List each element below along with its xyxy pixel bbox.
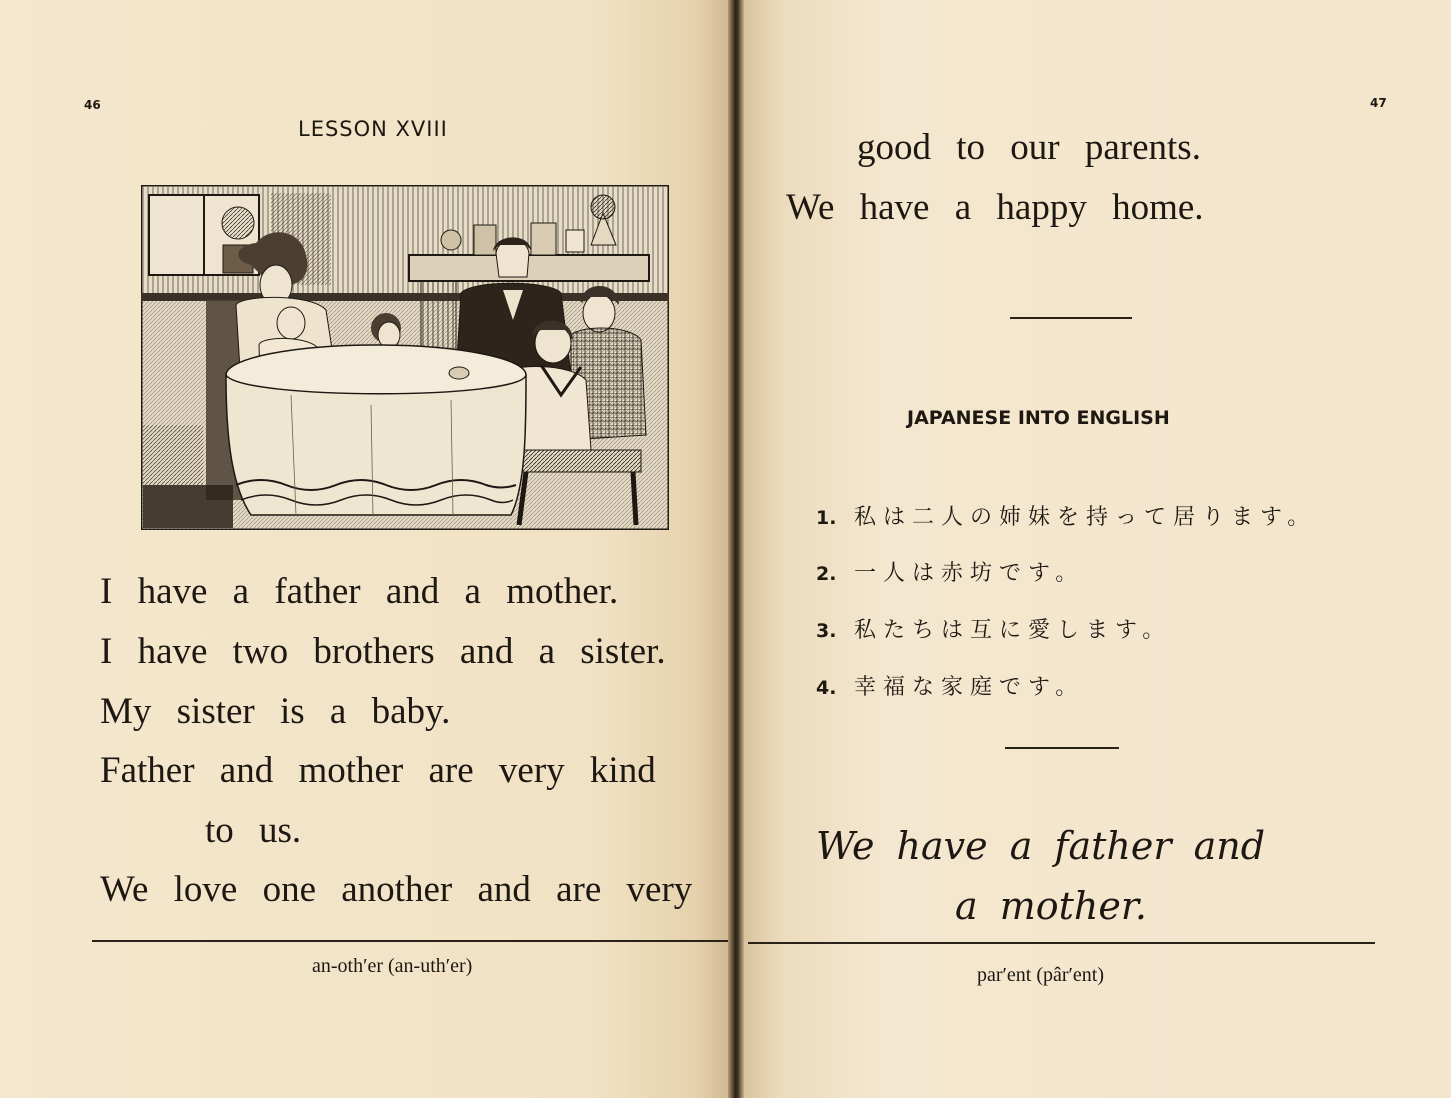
exercise-text: 一人は赤坊です。 — [854, 561, 1085, 586]
text-line-5: to us. — [205, 810, 302, 851]
page-number-left: 46 — [84, 98, 101, 112]
exercise-title: JAPANESE INTO ENGLISH — [907, 407, 1170, 429]
footnote-left: an-oth′er (an-uth′er) — [312, 955, 473, 977]
divider-2 — [1005, 747, 1119, 749]
text-line-6: We love one another and are very — [100, 869, 693, 910]
text-line-2: I have two brothers and a sister. — [100, 631, 666, 672]
footnote-right: par′ent (pâr′ent) — [977, 964, 1105, 986]
script-line-2: a mother. — [955, 884, 1147, 928]
text-line-3: My sister is a baby. — [100, 691, 451, 732]
text-line-8: We have a happy home. — [786, 187, 1204, 228]
exercise-number: 4. — [816, 677, 837, 699]
exercise-number: 2. — [816, 563, 837, 585]
exercise-number: 3. — [816, 620, 837, 642]
footnote-rule-left — [92, 940, 738, 942]
lesson-title: LESSON XVIII — [298, 117, 448, 141]
book-gutter — [728, 0, 744, 1098]
exercise-text: 私は二人の姉妹を持って居ります。 — [854, 505, 1317, 530]
exercise-number: 1. — [816, 507, 837, 529]
text-line-1: I have a father and a mother. — [100, 571, 619, 612]
right-page — [740, 0, 1451, 1098]
script-line-1: We have a father and — [816, 824, 1266, 868]
text-line-7: good to our parents. — [857, 127, 1201, 168]
exercise-item — [794, 644, 1084, 727]
family-illustration — [141, 185, 669, 530]
page-number-right: 47 — [1370, 96, 1387, 110]
text-line-4: Father and mother are very kind — [100, 750, 656, 791]
exercise-text: 幸福な家庭です。 — [854, 675, 1085, 700]
footnote-rule-right — [748, 942, 1375, 944]
divider-1 — [1010, 317, 1132, 319]
exercise-text: 私たちは互に愛します。 — [854, 618, 1172, 643]
